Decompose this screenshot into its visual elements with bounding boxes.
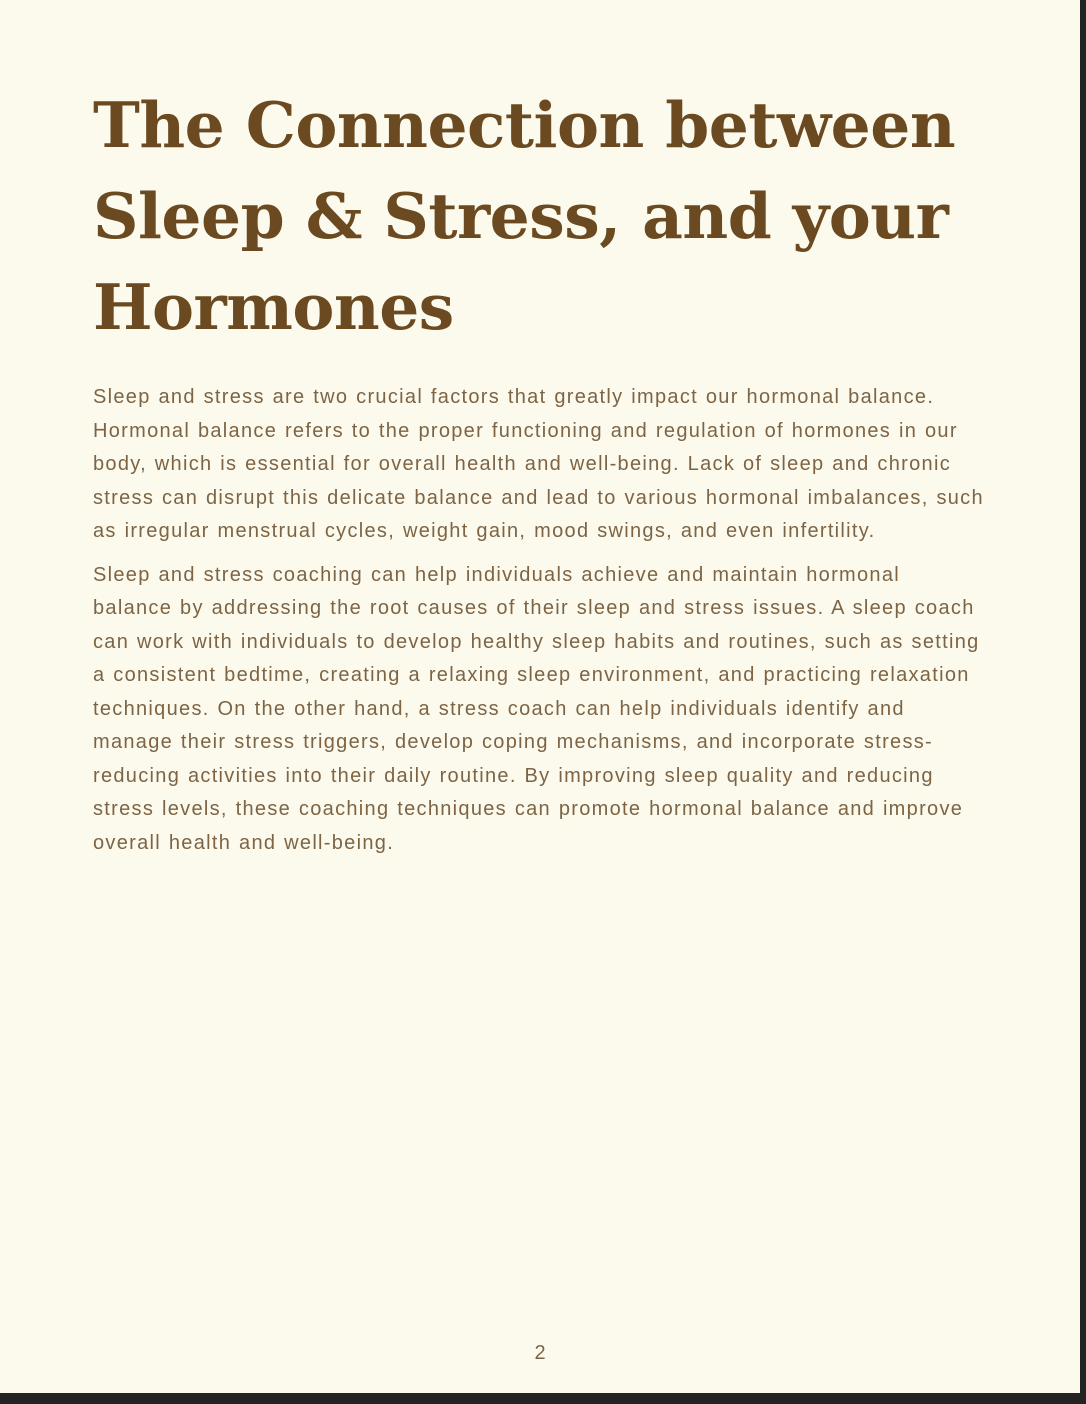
page-title-line-1: The Connection between — [93, 88, 956, 162]
page-number: 2 — [534, 1342, 546, 1364]
page-title-line-2: Sleep & Stress, and your — [93, 179, 949, 253]
paragraph-coaching-benefits: Sleep and stress coaching can help individuals achieve and maintain hormonal balance by addressing the root causes of their sleep and stress issues. A sleep coach can work with individuals to develop healthy sleep habits and routines, such as setting a consistent bedtime, creating a relaxing sleep environment, and practicing relaxation techniques. On the other hand, a stress coach can help individuals identify and manage their stress triggers, develop coping mechanisms, and incorporate stress-reducing activities into their daily routine. By improving sleep quality and reducing stress levels, these coaching techniques can promote hormonal balance and improve overall health and well-being. — [93, 563, 980, 854]
page-title-line-3: Hormones — [93, 270, 454, 344]
page-title — [93, 80, 986, 353]
paragraph-sleep-stress-impact: Sleep and stress are two crucial factors that greatly impact our hormonal balance. Hormonal balance refers to the proper functioning and regulation of hormones in our body, which is essential for overall health and well-being. Lack of sleep and chronic stress can disrupt this delicate balance and lead to various hormonal imbalances, such as irregular menstrual cycles, weight gain, mood swings, and even infertility. — [93, 386, 984, 542]
